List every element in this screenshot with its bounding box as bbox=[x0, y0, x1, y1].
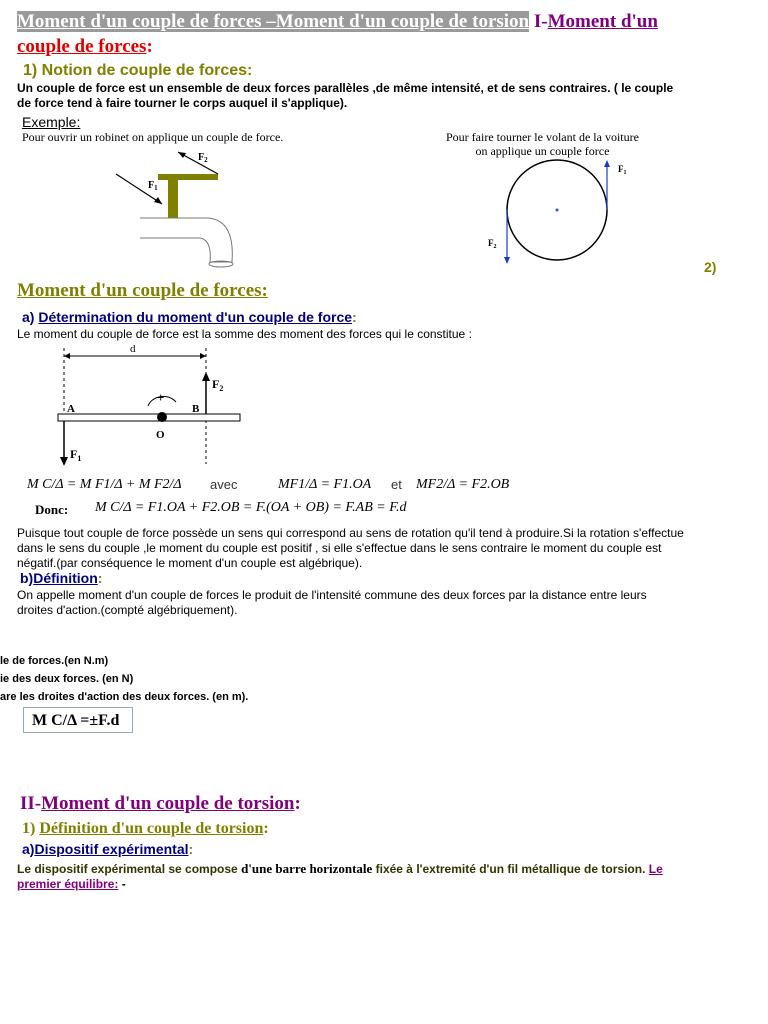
section2-heading bbox=[20, 793, 301, 815]
donc-word: Donc: bbox=[35, 502, 69, 517]
section1-title-b[interactable]: couple de forces bbox=[17, 36, 147, 57]
section1-colon: : bbox=[146, 36, 153, 57]
sub-a-title[interactable]: Détermination du moment d'un couple de force bbox=[38, 309, 353, 325]
volant-caption bbox=[446, 130, 639, 158]
def-prefix: b) bbox=[20, 570, 34, 586]
section1-title-line2 bbox=[17, 35, 153, 59]
sub-a-colon: : bbox=[352, 309, 357, 325]
formula-sum: M C/Δ = M F1/Δ + M F2/Δ bbox=[27, 477, 182, 492]
et-word: et bbox=[391, 477, 402, 492]
bar bbox=[58, 414, 240, 421]
robinet-pipe bbox=[140, 218, 232, 262]
torsion-sub1 bbox=[22, 820, 269, 838]
volant-f1-head bbox=[604, 160, 610, 167]
notion-paragraph bbox=[17, 81, 757, 111]
f2-head bbox=[202, 372, 210, 381]
formula-legend bbox=[0, 652, 248, 706]
fig-b: B bbox=[192, 403, 200, 415]
fig-d-label: d bbox=[130, 344, 136, 355]
legend-line2: ie des deux forces. (en N) bbox=[0, 673, 134, 685]
couple-figure bbox=[50, 344, 250, 470]
robinet-figure bbox=[100, 144, 250, 274]
f2-arrowhead bbox=[178, 152, 186, 158]
formula-box: M C/Δ =±F.d bbox=[23, 707, 133, 733]
legend-line1: le de forces.(en N.m) bbox=[0, 655, 109, 667]
torsion-text bbox=[17, 861, 757, 892]
volant-center bbox=[556, 209, 559, 212]
torsion-sub1-colon: : bbox=[263, 820, 269, 837]
example-label: Exemple: bbox=[22, 114, 81, 130]
section1-title-a[interactable]: Moment d'un bbox=[547, 11, 658, 32]
section-number-2: 2) bbox=[704, 259, 717, 275]
roman-two: II- bbox=[20, 793, 42, 814]
torsion-sub1-prefix: 1) bbox=[22, 820, 36, 837]
section2-title[interactable]: Moment d'un couple de torsion bbox=[41, 793, 295, 814]
robinet-f2-label: $F_2$ bbox=[198, 152, 208, 164]
def-line2: droites d'action.(compté algébriquement). bbox=[17, 603, 238, 617]
volant-f2-head bbox=[504, 257, 510, 264]
robinet-stem bbox=[168, 178, 178, 218]
sub-a-prefix: a) bbox=[22, 309, 35, 325]
formula-donc: M C/Δ = F1.OA + F2.OB = F.(OA + OB) = F.AB = F.d bbox=[95, 500, 407, 515]
definition-text bbox=[17, 588, 762, 618]
def-line1: On appelle moment d'un couple de forces le produit de l'intensité commune des deux forces par la distance entre leurs bbox=[17, 588, 647, 602]
torsion-text-c: fixée à l'extremité d'un fil métallique de torsion. bbox=[375, 862, 646, 876]
document-header bbox=[17, 10, 752, 34]
torsion-text-a: Le dispositif expérimental se compose bbox=[17, 862, 238, 876]
torsion-sub-a-title[interactable]: Dispositif expérimental bbox=[34, 841, 189, 857]
def-colon: : bbox=[97, 570, 103, 586]
moment-heading-text: Moment d'un couple de forces: bbox=[17, 280, 268, 301]
def-title[interactable]: Définition bbox=[33, 570, 98, 586]
d-arrow-left bbox=[64, 353, 70, 359]
torsion-link-premier-equilibre[interactable]: premier équilibre: bbox=[17, 877, 119, 891]
torsion-sub-a bbox=[22, 841, 193, 857]
avec-word: avec bbox=[210, 477, 238, 492]
page-title: Moment d'un couple de forces –Moment d'un couple de torsion bbox=[17, 11, 530, 32]
robinet-f1-label: $F_1$ bbox=[148, 180, 158, 192]
volant-figure bbox=[480, 158, 630, 270]
volant-caption-line1: Pour faire tourner le volant de la voiture bbox=[446, 130, 639, 144]
roman-one: I- bbox=[533, 11, 548, 32]
fig-f1-label: $F_1$ bbox=[70, 447, 82, 463]
moment-sub-a bbox=[22, 309, 357, 325]
f1-arrowhead bbox=[154, 197, 162, 204]
notion-line2: de force tend à faire tourner le corps auquel il s'applique). bbox=[17, 96, 348, 110]
torsion-text-b: d'une barre horizontale bbox=[241, 861, 373, 876]
robinet-handle bbox=[158, 174, 218, 180]
para-line2: dans le sens du couple ,le moment du couple est positif , si elle s'effectue dans le sens contraire le moment du couple est bbox=[17, 541, 662, 555]
fig-a: A bbox=[67, 403, 75, 415]
torsion-dash: - bbox=[121, 877, 126, 891]
formula-mf2: MF2/Δ = F2.OB bbox=[416, 477, 510, 492]
f1-head bbox=[60, 457, 68, 466]
legend-line3: are les droites d'action des deux forces. (en m). bbox=[0, 691, 249, 703]
fig-f2-label: $F_2$ bbox=[212, 377, 224, 393]
robinet-caption: Pour ouvrir un robinet on applique un couple de force. bbox=[22, 130, 284, 144]
torsion-sub-a-colon: : bbox=[188, 841, 194, 857]
sub-a-text: Le moment du couple de force est la somme des moment des forces qui le constitue : bbox=[17, 327, 472, 341]
sign-paragraph bbox=[17, 526, 762, 571]
notion-heading: 1) Notion de couple de forces: bbox=[23, 62, 253, 79]
volant-f1-label: $F_1$ bbox=[618, 164, 627, 176]
moment-heading bbox=[17, 280, 268, 302]
definition-heading bbox=[20, 570, 102, 586]
fig-plus: + bbox=[157, 390, 165, 405]
d-arrow-right bbox=[200, 353, 206, 359]
notion-line1: Un couple de force est un ensemble de deux forces parallèles ,de même intensité, et de sens contraires. ( le couple bbox=[17, 81, 674, 95]
torsion-sub1-title[interactable]: Définition d'un couple de torsion bbox=[39, 820, 264, 837]
para-line3: négatif.(par conséquence le moment d'un couple est algébrique). bbox=[17, 556, 363, 570]
volant-caption-line2: on applique un couple force bbox=[475, 144, 610, 158]
pivot bbox=[157, 412, 167, 422]
torsion-sub-a-prefix: a) bbox=[22, 841, 35, 857]
fig-o: O bbox=[156, 429, 165, 441]
section2-colon: : bbox=[294, 793, 301, 814]
para-line1: Puisque tout couple de force possède un sens qui correspond au sens de rotation qu'il tend à produire.Si la rotation s'effectue bbox=[17, 526, 684, 540]
volant-f2-label: $F_2$ bbox=[488, 238, 497, 250]
torsion-link-le[interactable]: Le bbox=[648, 862, 663, 876]
formula-mf1: MF1/Δ = F1.OA bbox=[278, 477, 372, 492]
